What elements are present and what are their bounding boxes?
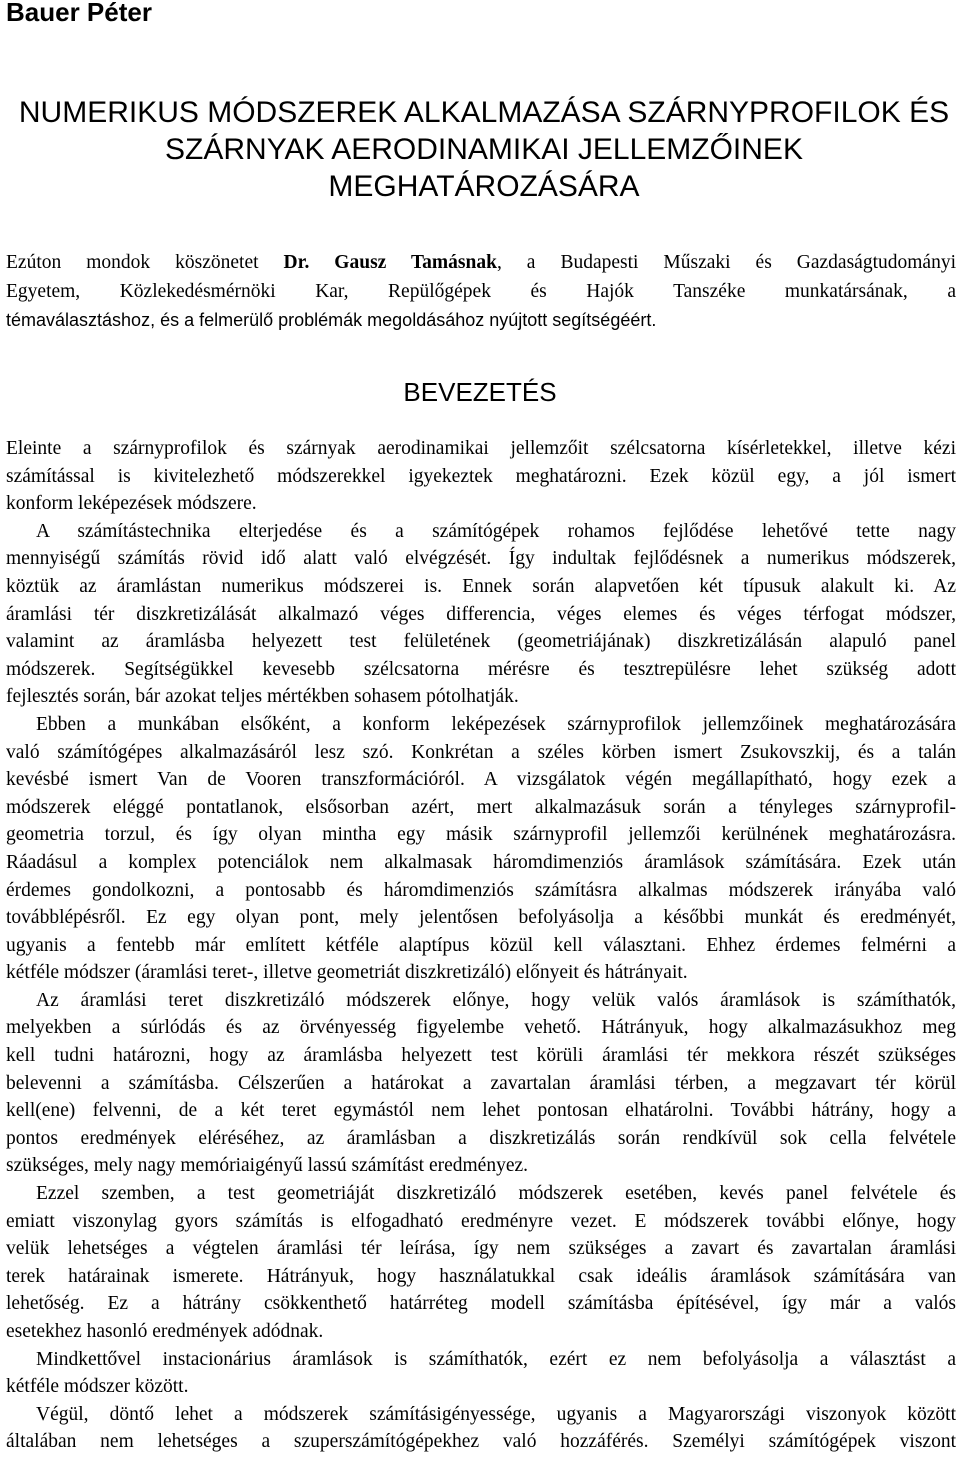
- body-line: fejlesztés során, bár azokat teljes mértékben sohasem pótolhatják.: [6, 686, 519, 708]
- body-line: való számítógépes alkalmazásáról lesz szó. Konkrétan a széles körben ismert Zsukovszkij, és a talán: [6, 741, 956, 763]
- section-heading: BEVEZETÉS: [403, 377, 557, 407]
- body-line: kell(ene) felvenni, de a két teret egymástól nem lehet pontosan elhatárolni. További hátrány, hogy a: [6, 1100, 956, 1122]
- body-line: módszerek. Segítségükkel kevesebb szélcsatorna mérésre és tesztrepülésre lehet szükség adott: [6, 658, 956, 680]
- body-line: pontos eredmények eléréséhez, az áramlásban a diszkretizálás során rendkívül sok cella felvétele: [6, 1127, 956, 1149]
- body-text: [6, 435, 956, 1456]
- body-line: általában nem lehetséges a szuperszámítógépekhez való hozzáférés. Személyi számítógépek viszont: [6, 1431, 956, 1453]
- body-line: kevésbé ismert Van de Vooren transzformációról. A vizsgálatok végén megállapítható, hogy ezek a: [6, 769, 956, 791]
- body-line: terek határainak ismerete. Hátrányuk, hogy használatukkal csak ideális áramlások számítására van: [6, 1265, 956, 1287]
- body-line: Ezzel szemben, a test geometriáját diszkretizáló módszerek esetében, kevés panel felvétele és: [36, 1183, 956, 1205]
- body-line: ugyanis a fentebb már említett kétféle alaptípus közül kell választani. Ehhez érdemes felmérni a: [6, 934, 956, 956]
- body-line: számítással is kivitelezhető módszerekkel igyekeztek meghatározni. Ezek közül egy, a jól ismert: [6, 465, 956, 487]
- body-line: módszerek eléggé pontatlanok, elsősorban azért, mert alkalmazásuk során a tényleges szárnyprofil-: [6, 796, 956, 818]
- body-line: áramlási tér diszkretizálását alkalmazó véges differencia, véges elemes és véges térfogat módszer,: [6, 603, 956, 625]
- title-line: MEGHATÁROZÁSÁRA: [328, 170, 640, 203]
- ack-name-bold: Dr. Gausz Tamásnak: [283, 252, 497, 273]
- body-line: konform leképezések módszere.: [6, 493, 257, 515]
- body-line: lehetőség. Ez a hátrány csökkenthető határréteg modell számításba építésével, így már a valós: [6, 1293, 956, 1315]
- body-line: velük lehetséges a végtelen áramlási tér leírása, így nem szükséges a zavart és zavartalan áramlási: [6, 1238, 956, 1260]
- body-line: mennyiségű számítás rövid idő alatt való elvégzését. Így indultak fejlődésnek a numerikus módszerek,: [6, 548, 956, 570]
- body-line: valamint az áramlásba helyezett test felületének (geometriájának) diszkretizálásán alapuló panel: [6, 631, 956, 653]
- body-line: esetekhez hasonló eredmények adódnak.: [6, 1321, 324, 1342]
- body-line: A számítástechnika elterjedése és a számítógépek rohamos fejlődése lehetővé tette nagy: [36, 520, 956, 542]
- body-line: Mindkettővel instacionárius áramlások is számíthatók, ezért ez nem befolyásolja a választást a: [36, 1348, 956, 1370]
- ack-line: Egyetem, Közlekedésmérnöki Kar, Repülőgépek és Hajók Tanszéke munkatársának, a: [6, 281, 956, 302]
- body-line: érdemes gondolkozni, a pontosabb és háromdimenziós számításra alkalmas módszerek irányába való: [6, 879, 956, 901]
- body-line: kétféle módszer (áramlási teret-, illetve geometriát diszkretizáló) előnyeit és hátrányait.: [6, 962, 688, 984]
- body-line: kell tudni határozni, hogy az áramlásba helyezett test körüli áramlási tér mekkora részét szükséges: [6, 1045, 956, 1067]
- ack-line: témaválasztáshoz, és a felmerülő problémák megoldásához nyújtott segítségéért.: [6, 310, 657, 330]
- body-line: Az áramlási teret diszkretizáló módszerek előnye, hogy velük valós áramlások is számíthatók,: [36, 989, 956, 1011]
- body-line: Végül, döntő lehet a módszerek számításigényessége, ugyanis a Magyarországi viszonyok között: [36, 1403, 956, 1425]
- title-line: NUMERIKUS MÓDSZEREK ALKALMAZÁSA SZÁRNYPROFILOK ÉS: [18, 96, 950, 129]
- ack-text: , a Budapesti Műszaki és Gazdaságtudományi: [496, 252, 956, 273]
- body-line: továbblépésről. Ez egy olyan pont, mely jelentősen befolyásolja a későbbi munkát és eredményét,: [6, 907, 956, 929]
- ack-text: Ezúton mondok köszönetet: [6, 252, 284, 273]
- body-line: kétféle módszer között.: [6, 1376, 189, 1398]
- author-name: Bauer Péter: [6, 0, 152, 27]
- title-line: SZÁRNYAK AERODINAMIKAI JELLEMZŐINEK: [165, 133, 803, 166]
- body-line: belevenni a számításba. Célszerűen a határokat a zavartalan áramlási térben, a megzavart tér körül: [6, 1072, 956, 1094]
- document-title: [0, 94, 960, 205]
- body-line: szükséges, mely nagy memóriaigényű lassú számítást eredményez.: [6, 1155, 529, 1177]
- body-line: Ebben a munkában elsőként, a konform leképezések szárnyprofilok jellemzőinek meghatározására: [36, 713, 956, 735]
- body-line: emiatt viszonylag gyors számítás is elfogadható eredményre vezet. E módszerek további előnye, hogy: [6, 1210, 956, 1232]
- ack-line: [6, 248, 956, 277]
- acknowledgement: [6, 248, 956, 335]
- body-line: geometria torzul, és így olyan mintha egy másik szárnyprofil jellemzői kerülnének meghatározásra.: [6, 824, 956, 846]
- body-line: köztük az áramlástan numerikus módszerei is. Ennek során alapvetően két típusuk alakult ki. Az: [6, 575, 956, 597]
- body-line: melyekben a súrlódás és az örvényesség figyelembe vehető. Hátrányuk, hogy alkalmazásukhoz meg: [6, 1017, 956, 1039]
- body-line: Eleinte a szárnyprofilok és szárnyak aerodinamikai jellemzőit szélcsatorna kísérletekkel, illetve kézi: [6, 438, 956, 459]
- body-line: Ráadásul a komplex potenciálok nem alkalmasak háromdimenziós áramlások számítására. Ezek után: [6, 851, 956, 873]
